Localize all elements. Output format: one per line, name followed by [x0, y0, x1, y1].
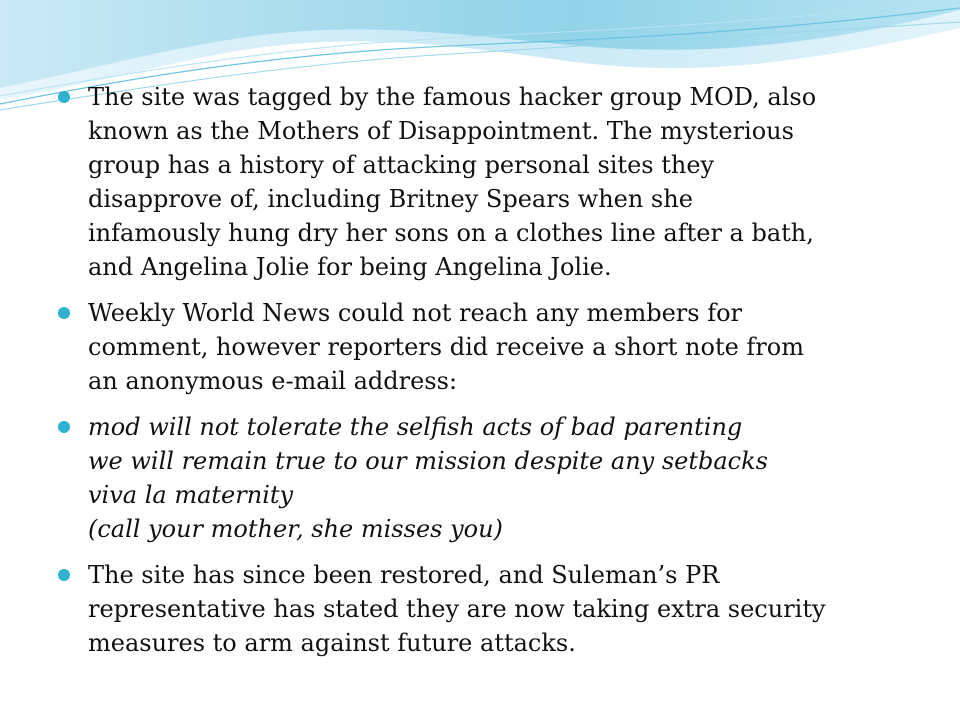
bullet-line: The site was tagged by the famous hacker group MOD, also	[88, 83, 817, 111]
bullet-line: we will remain true to our mission despite any setbacks	[88, 447, 768, 475]
bullet-line: representative has stated they are now taking extra security	[88, 595, 826, 623]
bullet-item-2	[58, 296, 930, 398]
bullet-item-4	[58, 558, 930, 660]
bullet-list	[58, 80, 930, 660]
bullet-item-3-quote	[58, 410, 930, 546]
bullet-line: known as the Mothers of Disappointment. The mysterious	[88, 117, 794, 145]
bullet-item-1	[58, 80, 930, 284]
bullet-dot-icon	[58, 307, 70, 319]
bullet-line: (call your mother, she misses you)	[88, 515, 503, 543]
bullet-line: comment, however reporters did receive a short note from	[88, 333, 804, 361]
bullet-dot-icon	[58, 421, 70, 433]
bullet-line: viva la maternity	[88, 481, 294, 509]
bullet-dot-icon	[58, 569, 70, 581]
bullet-line: measures to arm against future attacks.	[88, 629, 576, 657]
bullet-line: and Angelina Jolie for being Angelina Jolie.	[88, 253, 612, 281]
slide-body	[58, 80, 930, 672]
bullet-line: disapprove of, including Britney Spears when she	[88, 185, 693, 213]
bullet-line: Weekly World News could not reach any members for	[88, 299, 743, 327]
bullet-line: The site has since been restored, and Suleman’s PR	[88, 561, 720, 589]
bullet-dot-icon	[58, 91, 70, 103]
bullet-line: infamously hung dry her sons on a clothes line after a bath,	[88, 219, 814, 247]
bullet-line: group has a history of attacking personal sites they	[88, 151, 715, 179]
bullet-line: an anonymous e-mail address:	[88, 367, 458, 395]
bullet-line: mod will not tolerate the selfish acts of bad parenting	[88, 413, 743, 441]
